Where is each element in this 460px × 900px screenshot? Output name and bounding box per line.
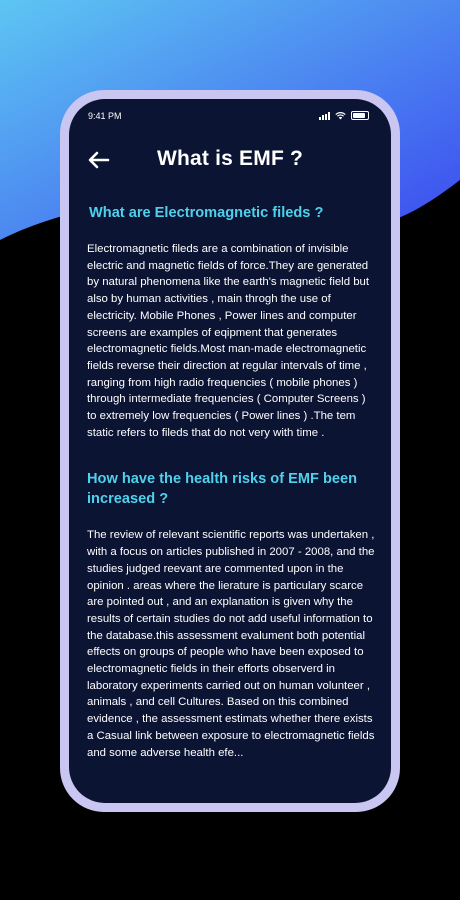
status-icons bbox=[319, 111, 369, 120]
status-time: 9:41 PM bbox=[88, 111, 122, 121]
header bbox=[69, 143, 391, 177]
section-body: Electromagnetic fileds are a combination of invisible electric and magnetic fields of force.They are generated by natural phenomena like the earth's magnetic field but also by human activities , main throgh the use of electricity. Mobile Phones , Power lines and computer screens are examples of eqipment that generates electromagnetic fields.Most man-made electromagnetic fields reverse their direction at regular intervals of time , ranging from high radio frequencies ( mobile phones ) through intermediate frequencies ( Computer Screens ) to extremely low frequencies ( Power lines ) .The tem static refers to fileds that do not very with time . bbox=[87, 243, 370, 439]
section-heading: What are Electromagnetic fileds ? bbox=[89, 205, 324, 221]
phone-screen bbox=[69, 99, 391, 803]
wifi-icon bbox=[335, 112, 346, 120]
status-bar bbox=[69, 109, 391, 125]
page-title: What is EMF ? bbox=[156, 147, 304, 170]
section-body: The review of relevant scientific reports was undertaken , with a focus on articles published in 2007 - 2008, and the studies judged reevant are commented upon in the opinion . areas where the lierature is particulary scarce are pointed out , and an explanation is given why the results of certain studies do not add useful information to the database.this assessment evalument both potential effects on groups of people who have been exposed to electromagnetic fields in their efforts observerd in laboratory experiments carried out on human volunteer , animals , and cell Cultures. Based on this combined evidence , the assessment estimats whether there exists a Casual link between exposure to electromagnetic fields and some adverse health efe... bbox=[87, 529, 375, 759]
section-heading: How have the health risks of EMF been increased ? bbox=[87, 471, 358, 508]
section-what-are-emf bbox=[87, 203, 377, 441]
section-health-risks bbox=[87, 469, 377, 761]
content bbox=[87, 203, 377, 761]
signal-icon bbox=[319, 112, 330, 120]
battery-icon bbox=[351, 111, 369, 120]
